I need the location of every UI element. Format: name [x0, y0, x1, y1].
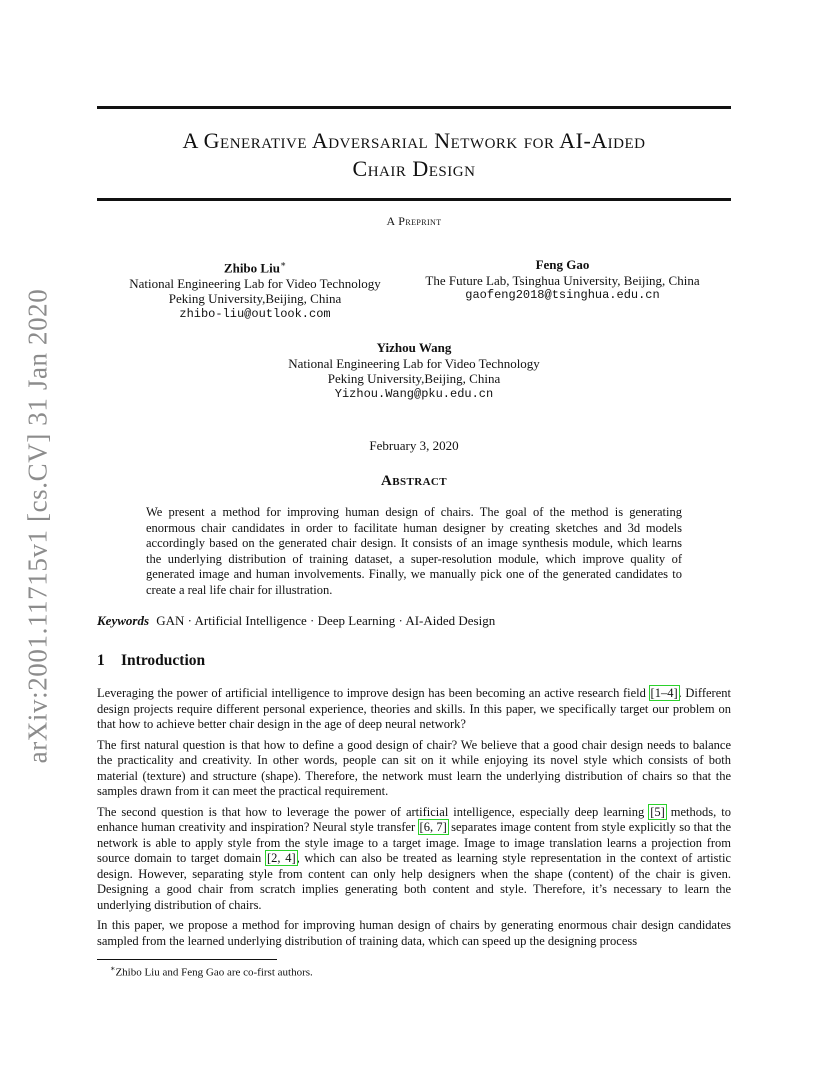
- author-email[interactable]: Yizhou.Wang@pku.edu.cn: [334, 386, 494, 401]
- text-run: methods, to enhance human creativity and inspiration? Neural style transfer: [97, 804, 731, 834]
- author-affiliation: National Engineering Lab for Video Technology: [129, 275, 381, 291]
- footnote-mark: ∗: [110, 964, 116, 973]
- text-run: Leveraging the power of artificial intelligence to improve design has been becoming an active research field: [97, 686, 650, 700]
- footnote-text: Zhibo Liu and Feng Gao are co-first authors.: [115, 966, 313, 979]
- citation-number: 1: [654, 686, 661, 700]
- author-name: Yizhou Wang: [376, 340, 452, 355]
- author-affiliation: Peking University,Beijing, China: [327, 371, 501, 386]
- citation-link[interactable]: [2, 4]: [266, 851, 296, 865]
- author-block-1: [110, 257, 400, 322]
- citation-number: 5: [654, 804, 661, 819]
- footnote: [110, 964, 313, 979]
- author-footnote-mark: ∗: [279, 259, 287, 269]
- author-name: Feng Gao: [535, 257, 590, 272]
- author-email[interactable]: gaofeng2018@tsinghua.edu.cn: [465, 288, 660, 302]
- title-line-1: A Generative Adversarial Network for AI-Aided: [182, 128, 646, 153]
- citation-number: 2: [271, 851, 278, 865]
- abstract-text: We present a method for improving human design of chairs. The goal of the method is generating enormous chair candidates in order to facilitate human designer by creating sketches and 3d models accordingly based on the generated chair design. It consists of an image synthesis module, which learns the underlying distribution of training dataset, a super-resolution module, which improve quality of generated image and human involvements. Finally, we manually pick one of the generated candidates to create a real life chair for illustration.: [146, 505, 682, 597]
- section-number: 1: [97, 652, 105, 669]
- author-name: Zhibo Liu: [223, 260, 280, 276]
- arxiv-identifier-text: arXiv:2001.11715v1 [cs.CV] 31 Jan 2020: [22, 288, 53, 764]
- citation-number: 6: [423, 820, 430, 834]
- author-affiliation: Peking University,Beijing, China: [168, 291, 342, 307]
- citation-link[interactable]: [1–4]: [650, 686, 678, 700]
- text-run: . Different design projects require different personal experience, theories and skills. In this paper, we specifically target our problem on that how to achieve better chair design in the age of deep neural network?: [97, 686, 731, 731]
- author-block-2: [405, 257, 720, 304]
- text-run: The second question is that how to leverage the power of artificial intelligence, especially deep learning: [97, 804, 650, 819]
- text-run: separates image content from style explicitly so that the network is able to apply style from the style image to a target image. Image to image translation learns a projection from source domain to target domain: [97, 820, 731, 865]
- keywords-label: Keywords: [97, 613, 149, 628]
- citation-separator: –: [660, 686, 668, 700]
- paragraph: In this paper, we propose a method for improving human design of chairs by generating enormous chair design candidates sampled from the learned underlying distribution of training data, which can speed up the designing process: [97, 918, 731, 948]
- citation-number: 7: [436, 820, 443, 834]
- citation-number: 4: [285, 851, 292, 865]
- paper-date: February 3, 2020: [369, 438, 459, 453]
- section-title: Introduction: [121, 652, 206, 669]
- author-email[interactable]: zhibo-liu@outlook.com: [179, 306, 331, 321]
- footnote-rule: [97, 959, 277, 960]
- paper-title: [97, 127, 731, 183]
- paragraph: The first natural question is that how to define a good design of chair? We believe that a good chair design needs to balance the practicality and creativity. In other words, people can sit on it while enjoying its novel style which consists of both material (texture) and structure (shape). Therefore, the network must learn the underlying distribution of chairs so that the samples drawn from it can meet the practical requirement.: [97, 737, 731, 798]
- citation-link[interactable]: [6, 7]: [419, 820, 447, 834]
- section-heading: [97, 652, 205, 670]
- preprint-label: A Preprint: [386, 214, 442, 228]
- author-affiliation: The Future Lab, Tsinghua University, Beijing, China: [425, 272, 700, 288]
- author-affiliation: National Engineering Lab for Video Technology: [288, 355, 540, 371]
- keywords-list: GAN · Artificial Intelligence · Deep Learning · AI-Aided Design: [156, 613, 496, 628]
- author-block-3: [254, 340, 574, 402]
- abstract-heading: Abstract: [381, 473, 447, 489]
- title-line-2: Chair Design: [352, 156, 476, 181]
- title-top-rule: [97, 106, 731, 109]
- paragraph: [97, 805, 731, 914]
- introduction-body: [97, 686, 731, 954]
- text-run: , which can also be treated as learning style representation in the context of artistic design. However, separating style from content can only help designers when the shape (content) of the chair is given. Designing a good chair from scratch implies generating both content and style. Therefore, it’s necessary to learn the underlying distribution of chairs.: [97, 851, 732, 912]
- keywords-line: [97, 613, 495, 629]
- citation-number: 4: [667, 686, 674, 700]
- title-bottom-rule: [97, 198, 731, 201]
- paragraph: [97, 686, 731, 733]
- citation-link[interactable]: [5]: [650, 804, 665, 819]
